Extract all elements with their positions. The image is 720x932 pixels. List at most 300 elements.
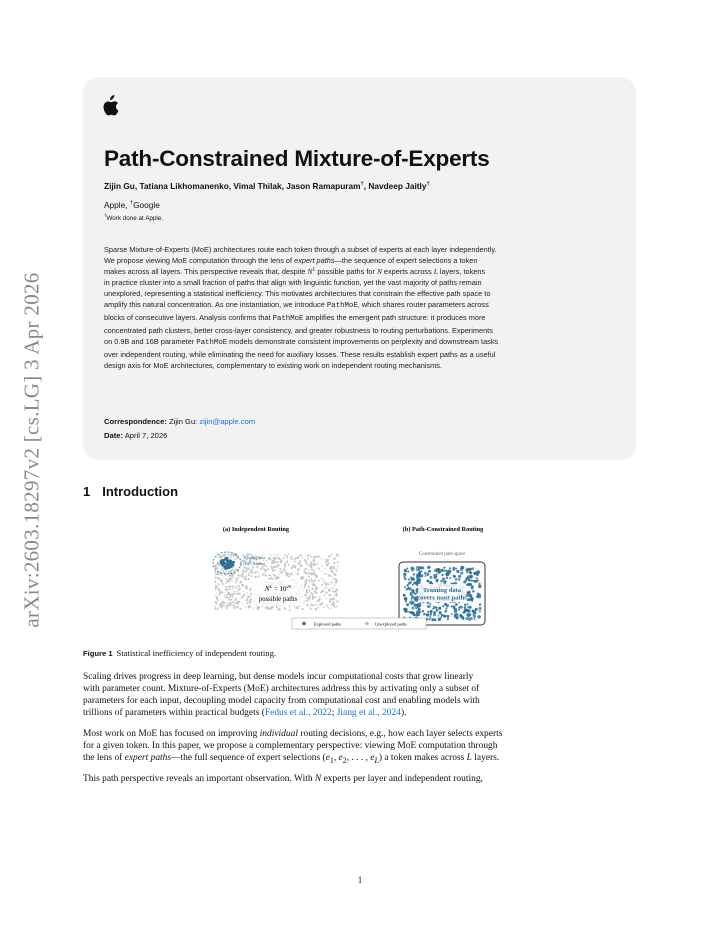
unexplored-path-dot bbox=[315, 596, 317, 598]
unexplored-path-dot bbox=[323, 594, 325, 596]
explored-path-dot bbox=[449, 567, 451, 569]
explored-path-dot bbox=[444, 611, 446, 613]
unexplored-path-dot bbox=[270, 577, 272, 579]
unexplored-path-dot bbox=[285, 574, 287, 576]
unexplored-path-dot bbox=[316, 608, 317, 609]
explored-path-dot bbox=[460, 606, 463, 609]
legend-explored-marker bbox=[302, 622, 306, 626]
explored-path-dot bbox=[468, 606, 471, 609]
unexplored-path-dot bbox=[237, 593, 240, 596]
unexplored-path-dot bbox=[306, 562, 307, 563]
explored-path-dot bbox=[413, 614, 416, 617]
explored-path-dot bbox=[404, 569, 407, 572]
unexplored-path-dot bbox=[277, 564, 280, 567]
explored-path-dot bbox=[440, 616, 442, 618]
explored-path-dot bbox=[470, 577, 472, 579]
unexplored-path-dot bbox=[310, 556, 312, 558]
explored-path-dot bbox=[425, 575, 427, 577]
explored-path-dot bbox=[478, 585, 481, 588]
unexplored-path-dot bbox=[334, 607, 335, 608]
explored-path-dot bbox=[468, 579, 471, 582]
unexplored-path-dot bbox=[299, 560, 301, 562]
explored-path-dot bbox=[407, 570, 409, 572]
abstract-line: amplify this natural concentration. As one instantiation, we introduce PathMoE, which shares router parameters across bbox=[104, 300, 489, 311]
unexplored-path-dot bbox=[225, 596, 227, 598]
explored-path-dot bbox=[460, 616, 463, 619]
unexplored-path-dot bbox=[317, 567, 319, 569]
unexplored-path-dot bbox=[294, 558, 296, 560]
unexplored-path-dot bbox=[224, 605, 226, 607]
unexplored-path-dot bbox=[222, 604, 224, 606]
explored-path-dot bbox=[437, 615, 439, 617]
unexplored-path-dot bbox=[321, 603, 323, 605]
unexplored-path-dot bbox=[218, 584, 219, 585]
unexplored-path-dot bbox=[326, 598, 327, 599]
explored-path-dot bbox=[413, 573, 415, 575]
unexplored-path-dot bbox=[225, 570, 227, 572]
unexplored-path-dot bbox=[234, 559, 235, 560]
unexplored-path-dot bbox=[252, 607, 254, 609]
unexplored-path-dot bbox=[266, 560, 268, 562]
unexplored-path-dot bbox=[284, 563, 286, 565]
unexplored-path-dot bbox=[296, 557, 298, 559]
unexplored-path-dot bbox=[279, 558, 281, 560]
explored-path-dot bbox=[427, 573, 429, 575]
paragraph-line: the lens of expert paths—the full sequence of expert selections ($e_1$, $e_2$, . . . , $e_L$) a token makes across L layers. bbox=[83, 752, 500, 765]
unexplored-path-dot bbox=[235, 581, 237, 583]
unexplored-path-dot bbox=[222, 583, 224, 585]
correspondence-email-link[interactable]: zijin@apple.com bbox=[199, 417, 256, 426]
unexplored-path-dot bbox=[328, 589, 330, 591]
explored-path-dot bbox=[433, 606, 436, 609]
citation-link[interactable]: Jiang et al., 2024 bbox=[336, 707, 401, 718]
unexplored-path-dot bbox=[337, 561, 339, 563]
unexplored-path-dot bbox=[336, 600, 338, 602]
unexplored-path-dot bbox=[234, 599, 236, 601]
unexplored-path-dot bbox=[222, 601, 225, 604]
unexplored-path-dot bbox=[284, 607, 286, 609]
unexplored-path-dot bbox=[217, 573, 220, 576]
unexplored-path-dot bbox=[309, 587, 310, 588]
explored-path-dot bbox=[424, 572, 427, 575]
unexplored-path-dot bbox=[242, 576, 244, 578]
explored-path-dot bbox=[442, 578, 445, 581]
correspondence-name: Zijin Gu: bbox=[169, 417, 198, 426]
unexplored-path-dot bbox=[308, 580, 310, 582]
explored-path-dot bbox=[430, 581, 432, 583]
explored-path-dot bbox=[414, 598, 417, 601]
explored-path-dot bbox=[403, 573, 406, 576]
explored-path-dot bbox=[431, 618, 434, 621]
explored-path-dot bbox=[451, 613, 453, 615]
unexplored-path-dot bbox=[277, 554, 279, 556]
legend-unexplored-marker bbox=[365, 622, 369, 626]
explored-path-dot bbox=[476, 579, 479, 582]
explored-path-dot bbox=[403, 594, 406, 597]
unexplored-path-dot bbox=[316, 556, 318, 558]
unexplored-path-dot bbox=[327, 563, 329, 565]
explored-path-dot bbox=[468, 598, 471, 601]
unexplored-path-dot bbox=[288, 564, 290, 566]
explored-path-dot bbox=[468, 613, 471, 616]
unexplored-path-dot bbox=[254, 571, 256, 573]
unexplored-path-dot bbox=[219, 605, 221, 607]
unexplored-path-dot bbox=[298, 571, 299, 572]
date-line bbox=[104, 431, 167, 440]
unexplored-path-dot bbox=[246, 585, 248, 587]
unexplored-path-dot bbox=[332, 602, 335, 605]
unexplored-path-dot bbox=[215, 573, 217, 575]
figure-label: Figure 1 bbox=[83, 649, 113, 658]
unexplored-path-dot bbox=[328, 556, 330, 558]
unexplored-path-dot bbox=[332, 578, 333, 579]
unexplored-path-dot bbox=[334, 574, 336, 576]
unexplored-path-dot bbox=[239, 608, 241, 610]
paragraph-text: trillions of parameters within practical budgets ( bbox=[83, 707, 265, 718]
explored-path-dot bbox=[406, 604, 408, 606]
unexplored-path-dot bbox=[306, 600, 308, 602]
unexplored-path-dot bbox=[334, 578, 336, 580]
unexplored-path-dot bbox=[314, 588, 316, 590]
correspondence bbox=[104, 417, 255, 426]
explored-path-dot bbox=[446, 604, 449, 607]
explored-path-dot bbox=[437, 570, 440, 573]
unexplored-path-dot bbox=[305, 581, 307, 583]
explored-path-dot bbox=[474, 618, 476, 620]
explored-path-dot bbox=[224, 565, 227, 568]
unexplored-path-dot bbox=[274, 558, 276, 560]
explored-path-dot bbox=[411, 606, 414, 609]
explored-path-dot bbox=[466, 568, 469, 571]
unexplored-path-dot bbox=[335, 568, 336, 569]
unexplored-path-dot bbox=[326, 573, 328, 575]
paragraph-line: for a given token. In this paper, we propose a complementary perspective: viewing MoE computation through bbox=[83, 740, 498, 751]
explored-path-dot bbox=[476, 577, 478, 579]
abstract-line: We propose viewing MoE computation through the lens of expert paths—the sequence of expert selections a token bbox=[104, 256, 478, 266]
explored-path-dot bbox=[418, 573, 421, 576]
unexplored-path-dot bbox=[257, 606, 259, 608]
explored-path-dot bbox=[417, 603, 421, 607]
unexplored-path-dot bbox=[307, 572, 309, 574]
unexplored-path-dot bbox=[214, 608, 216, 610]
unexplored-path-dot bbox=[336, 554, 338, 556]
unexplored-path-dot bbox=[336, 570, 338, 572]
unexplored-path-dot bbox=[250, 598, 252, 600]
unexplored-path-dot bbox=[320, 599, 321, 600]
explored-path-dot bbox=[412, 584, 414, 586]
abstract-line: in practice cluster into a small fraction of paths that align with linguistic function, yet the vast majority of paths remain bbox=[104, 278, 482, 288]
unexplored-path-dot bbox=[330, 575, 332, 577]
explored-path-dot bbox=[470, 580, 472, 582]
unexplored-path-dot bbox=[214, 565, 217, 568]
unexplored-path-dot bbox=[288, 576, 289, 577]
unexplored-path-dot bbox=[286, 561, 288, 563]
unexplored-path-dot bbox=[312, 588, 313, 589]
unexplored-path-dot bbox=[265, 607, 267, 609]
unexplored-path-dot bbox=[215, 589, 217, 591]
unexplored-path-dot bbox=[236, 594, 237, 595]
unexplored-path-dot bbox=[254, 576, 256, 578]
unexplored-path-dot bbox=[291, 566, 293, 568]
unexplored-path-dot bbox=[232, 596, 233, 597]
unexplored-path-dot bbox=[246, 568, 249, 571]
explored-path-dot bbox=[426, 613, 429, 616]
possible-paths-formula: $N^L = 10^{29}$ bbox=[264, 584, 292, 593]
unexplored-path-dot bbox=[278, 577, 279, 578]
explored-path-dot bbox=[464, 610, 466, 612]
unexplored-path-dot bbox=[292, 564, 294, 566]
unexplored-path-dot bbox=[322, 565, 323, 566]
unexplored-path-dot bbox=[335, 579, 336, 580]
explored-path-dot bbox=[429, 606, 431, 608]
unexplored-path-dot bbox=[224, 595, 226, 597]
unexplored-path-dot bbox=[215, 585, 217, 587]
explored-path-dot bbox=[460, 572, 463, 575]
unexplored-path-dot bbox=[318, 557, 319, 558]
unexplored-path-dot bbox=[324, 573, 326, 575]
unexplored-path-dot bbox=[275, 578, 277, 580]
unexplored-path-dot bbox=[323, 606, 325, 608]
unexplored-path-dot bbox=[297, 573, 299, 575]
unexplored-path-dot bbox=[311, 584, 312, 585]
explored-path-dot bbox=[477, 593, 479, 595]
explored-path-dot bbox=[441, 614, 443, 616]
unexplored-path-dot bbox=[247, 600, 249, 602]
arxiv-identifier: arXiv:2603.18297v2 [cs.LG] 3 Apr 2026 bbox=[19, 272, 44, 628]
unexplored-path-dot bbox=[262, 573, 265, 576]
unexplored-path-dot bbox=[323, 582, 324, 583]
explored-path-dot bbox=[452, 567, 455, 570]
unexplored-path-dot bbox=[287, 557, 289, 559]
abstract-line: on 0.9B and 16B parameter PathMoE models demonstrate consistent improvements on perplexity and downstream tasks bbox=[104, 337, 499, 348]
unexplored-path-dot bbox=[218, 594, 219, 595]
unexplored-path-dot bbox=[304, 583, 307, 586]
citation-link[interactable]: Fedus et al., 2022 bbox=[264, 707, 332, 718]
explored-path-dot bbox=[433, 613, 436, 616]
unexplored-path-dot bbox=[276, 566, 278, 568]
explored-path-dot bbox=[408, 578, 410, 580]
unexplored-path-dot bbox=[252, 567, 254, 569]
affiliation-google: Google bbox=[133, 200, 160, 210]
unexplored-path-dot bbox=[237, 574, 239, 576]
abstract-line: makes across all layers. This perspective reveals that, despite $N^L$ possible paths for N experts across L layers, tokens bbox=[104, 266, 486, 277]
unexplored-path-dot bbox=[302, 557, 303, 558]
unexplored-path-dot bbox=[244, 606, 245, 607]
unexplored-path-dot bbox=[309, 589, 310, 590]
unexplored-path-dot bbox=[221, 556, 223, 558]
unexplored-path-dot bbox=[334, 591, 336, 593]
unexplored-path-dot bbox=[215, 601, 218, 604]
explored-path-dot bbox=[436, 581, 438, 583]
unexplored-path-dot bbox=[249, 595, 251, 597]
explored-path-dot bbox=[411, 578, 414, 581]
unexplored-path-dot bbox=[332, 567, 335, 570]
legend-unexplored-label: Unexplored paths bbox=[375, 621, 407, 627]
explored-path-dot bbox=[418, 568, 420, 570]
unexplored-path-dot bbox=[237, 585, 239, 587]
panel-a-title: (a) Independent Routing bbox=[222, 526, 290, 533]
unexplored-path-dot bbox=[221, 592, 223, 594]
unexplored-path-dot bbox=[236, 553, 237, 554]
section-number: 1 bbox=[83, 484, 91, 499]
unexplored-path-dot bbox=[330, 581, 332, 583]
explored-path-dot bbox=[479, 610, 481, 612]
explored-path-dot bbox=[473, 611, 477, 615]
unexplored-path-dot bbox=[222, 571, 224, 573]
unexplored-path-dot bbox=[228, 605, 230, 607]
unexplored-path-dot bbox=[335, 595, 337, 597]
explored-path-dot bbox=[458, 575, 461, 578]
unexplored-path-dot bbox=[234, 587, 235, 588]
unexplored-path-dot bbox=[300, 565, 302, 567]
explored-path-dot bbox=[409, 611, 411, 613]
unexplored-path-dot bbox=[244, 578, 246, 580]
explored-path-dot bbox=[436, 573, 438, 575]
unexplored-path-dot bbox=[244, 570, 247, 573]
unexplored-path-dot bbox=[324, 588, 325, 589]
unexplored-path-dot bbox=[225, 582, 227, 584]
paragraph-line: This path perspective reveals an important observation. With N experts per layer and independent routing, bbox=[83, 774, 483, 784]
unexplored-path-dot bbox=[313, 563, 315, 565]
unexplored-path-dot bbox=[294, 567, 296, 569]
unexplored-path-dot bbox=[289, 575, 290, 576]
unexplored-path-dot bbox=[268, 574, 270, 576]
unexplored-path-dot bbox=[224, 602, 226, 604]
dagger-mark: † bbox=[104, 212, 107, 218]
explored-path-dot bbox=[460, 568, 463, 571]
explored-path-dot bbox=[225, 557, 228, 560]
unexplored-path-dot bbox=[236, 606, 238, 608]
unexplored-path-dot bbox=[290, 558, 292, 560]
explored-path-dot bbox=[477, 615, 481, 619]
tokens-label: ($10^{12}$ tokens) bbox=[243, 560, 265, 566]
unexplored-path-dot bbox=[282, 557, 284, 559]
unexplored-path-dot bbox=[331, 553, 333, 555]
explored-path-dot bbox=[472, 580, 474, 582]
unexplored-path-dot bbox=[228, 580, 230, 582]
explored-path-dot bbox=[226, 563, 229, 566]
explored-path-dot bbox=[476, 595, 478, 597]
explored-path-dot bbox=[436, 568, 438, 570]
explored-path-dot bbox=[408, 582, 411, 585]
unexplored-path-dot bbox=[313, 574, 315, 576]
unexplored-path-dot bbox=[233, 604, 234, 605]
explored-path-dot bbox=[437, 579, 439, 581]
unexplored-path-dot bbox=[234, 604, 236, 606]
explored-path-dot bbox=[420, 566, 423, 569]
author-list: Zijin Gu, Tatiana Likhomanenko, Vimal Thilak, Jason Ramapuram†, Navdeep Jaitly† bbox=[104, 181, 430, 191]
explored-path-dot bbox=[430, 610, 433, 613]
unexplored-path-dot bbox=[313, 556, 315, 558]
unexplored-path-dot bbox=[274, 554, 275, 555]
caption-text: Statistical inefficiency of independent routing. bbox=[116, 648, 277, 658]
author-last: Navdeep Jaitly bbox=[368, 181, 427, 191]
figure-caption bbox=[83, 648, 276, 658]
explored-path-dot bbox=[445, 607, 447, 609]
unexplored-path-dot bbox=[308, 598, 310, 600]
explored-path-dot bbox=[426, 580, 429, 583]
unexplored-path-dot bbox=[221, 607, 223, 609]
unexplored-path-dot bbox=[214, 577, 216, 579]
unexplored-path-dot bbox=[257, 571, 259, 573]
unexplored-path-dot bbox=[298, 563, 300, 565]
explored-path-dot bbox=[406, 584, 409, 587]
explored-path-dot bbox=[464, 604, 466, 606]
explored-path-dot bbox=[227, 560, 230, 563]
explored-path-dot bbox=[430, 576, 433, 579]
explored-path-dot bbox=[404, 610, 407, 613]
page-number: 1 bbox=[357, 875, 363, 885]
unexplored-path-dot bbox=[312, 598, 314, 600]
explored-path-dot bbox=[422, 610, 424, 612]
unexplored-path-dot bbox=[332, 590, 334, 592]
covers-label-1: Training data bbox=[423, 587, 461, 594]
explored-path-dot bbox=[221, 564, 224, 567]
explored-path-dot bbox=[467, 610, 469, 612]
explored-path-dot bbox=[443, 615, 446, 618]
unexplored-path-dot bbox=[238, 576, 239, 577]
apple-logo-icon bbox=[101, 95, 119, 117]
unexplored-path-dot bbox=[243, 593, 245, 595]
unexplored-path-dot bbox=[249, 601, 251, 603]
paragraph-line: parameters for each input, decoupling model capacity from computational cost and enabling models with bbox=[83, 695, 480, 706]
unexplored-path-dot bbox=[295, 561, 297, 563]
unexplored-path-dot bbox=[284, 554, 286, 556]
explored-path-dot bbox=[428, 566, 431, 569]
paragraph-line: with parameter count. Mixture-of-Experts (MoE) architectures address this by activating only a subset of bbox=[83, 683, 480, 694]
unexplored-path-dot bbox=[281, 571, 283, 573]
date-value: April 7, 2026 bbox=[124, 431, 168, 440]
unexplored-path-dot bbox=[321, 578, 322, 579]
paragraph-line: Scaling drives progress in deep learning, but dense models incur computational costs that grow linearly bbox=[83, 672, 474, 682]
unexplored-path-dot bbox=[219, 591, 222, 594]
header-card bbox=[83, 77, 636, 460]
unexplored-path-dot bbox=[309, 597, 310, 598]
explored-path-dot bbox=[429, 616, 431, 618]
unexplored-path-dot bbox=[290, 572, 292, 574]
unexplored-path-dot bbox=[289, 609, 291, 611]
unexplored-path-dot bbox=[240, 593, 242, 595]
explored-path-dot bbox=[409, 601, 412, 604]
abstract-line: blocks of consecutive layers. Analysis confirms that PathMoE amplifies the emergent path structure: it produces more bbox=[104, 313, 486, 324]
paragraph-line: trillions of parameters within practical budgets (Fedus et al., 2022; Jiang et al., 2024). bbox=[83, 707, 407, 718]
unexplored-path-dot bbox=[232, 588, 234, 590]
unexplored-path-dot bbox=[221, 581, 222, 582]
unexplored-path-dot bbox=[311, 573, 314, 576]
unexplored-path-dot bbox=[307, 557, 309, 559]
unexplored-path-dot bbox=[242, 604, 243, 605]
explored-path-dot bbox=[478, 607, 481, 610]
unexplored-path-dot bbox=[249, 589, 251, 591]
unexplored-path-dot bbox=[322, 577, 323, 578]
unexplored-path-dot bbox=[326, 587, 328, 589]
explored-path-dot bbox=[418, 576, 420, 578]
unexplored-path-dot bbox=[256, 566, 258, 568]
explored-path-dot bbox=[428, 570, 431, 573]
unexplored-path-dot bbox=[227, 594, 228, 595]
unexplored-path-dot bbox=[246, 588, 248, 590]
explored-path-dot bbox=[411, 595, 414, 598]
unexplored-path-dot bbox=[243, 591, 244, 592]
unexplored-path-dot bbox=[271, 566, 273, 568]
unexplored-path-dot bbox=[305, 572, 308, 575]
unexplored-path-dot bbox=[267, 607, 270, 610]
unexplored-path-dot bbox=[312, 604, 314, 606]
explored-path-dot bbox=[443, 580, 446, 583]
unexplored-path-dot bbox=[304, 594, 306, 596]
unexplored-path-dot bbox=[280, 561, 283, 564]
unexplored-path-dot bbox=[251, 575, 253, 577]
